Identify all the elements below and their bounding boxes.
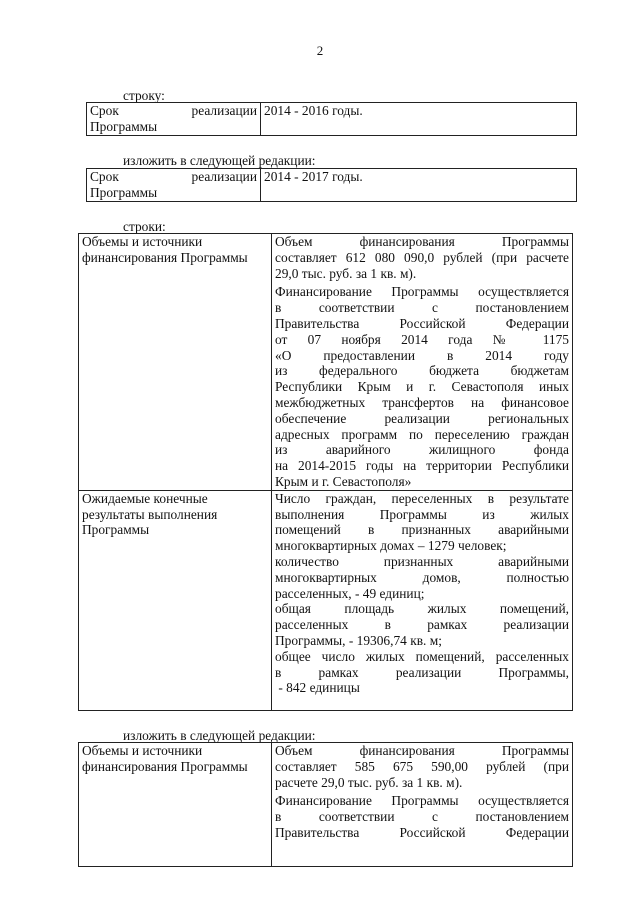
text-line: 29,0 тыс. руб. за 1 кв. м). (275, 265, 417, 281)
cell-results-text (272, 490, 573, 710)
cell-funding-text (272, 234, 573, 491)
funding-label-line: финансирования Программы (82, 758, 248, 774)
text-line: в соответствии с постановлением (275, 300, 569, 316)
text-line: количество признанных аварийными (275, 553, 569, 569)
funding-label-line: Объемы и источники (82, 743, 203, 758)
table-funding-old (78, 233, 573, 711)
text-line: в рамках реализации Программы, (275, 664, 569, 680)
results-label-line: Программы (82, 522, 150, 538)
text-line: Правительства Российской Федерации (275, 315, 569, 331)
term-word-1: Срок (90, 103, 119, 118)
results-label-line: Ожидаемые конечные (82, 490, 208, 506)
text-line: составляет 585 675 590,00 рублей (при (275, 758, 569, 774)
term-word-2: реализации (191, 169, 257, 184)
label-lines-stroki: строки: (123, 219, 166, 234)
term-word-1: Срок (90, 169, 119, 184)
label-new-edition-1: изложить в следующей редакции: (123, 153, 316, 168)
cell-funding-label (79, 234, 272, 491)
table-term-old (86, 102, 577, 136)
cell-funding-label (79, 743, 272, 867)
table-funding-new (78, 742, 573, 867)
term-word-2: реализации (191, 103, 257, 118)
text-line: общее число жилых помещений, расселенных (275, 648, 569, 664)
text-line: Правительства Российской Федерации (275, 824, 569, 840)
text-line: Республики Крым и г. Севастополя иных (275, 379, 569, 395)
text-line: расчете 29,0 тыс. руб. за 1 кв. м). (275, 774, 463, 790)
cell-term-label (87, 103, 261, 136)
text-line: обеспечение реализации региональных (275, 410, 569, 426)
cell-term-value: 2014 - 2017 годы. (261, 169, 577, 202)
text-line: Финансирование Программы осуществляется (275, 284, 569, 300)
text-line: составляет 612 080 090,0 рублей (при расчете (275, 249, 569, 265)
text-line: Финансирование Программы осуществляется (275, 793, 569, 809)
text-line: Объем финансирования Программы (275, 743, 569, 758)
cell-term-value: 2014 - 2016 годы. (261, 103, 577, 136)
text-line: из федерального бюджета бюджетам (275, 363, 569, 379)
cell-results-label (79, 490, 272, 710)
text-line: Программы, - 19306,74 кв. м; (275, 632, 442, 648)
text-line: расселенных в рамках реализации (275, 617, 569, 633)
text-line: выполнения Программы из жилых (275, 506, 569, 522)
text-line: расселенных, - 49 единиц; (275, 585, 425, 601)
label-line-stroku: строку: (123, 88, 165, 103)
text-line: в соответствии с постановлением (275, 809, 569, 825)
text-line: адресных программ по переселению граждан (275, 426, 569, 442)
text-line: от 07 ноября 2014 года № 1175 (275, 331, 569, 347)
funding-label-line: Объемы и источники (82, 234, 203, 249)
text-line: межбюджетных трансфертов на финансовое (275, 394, 569, 410)
text-line: из аварийного жилищного фонда (275, 442, 569, 458)
results-label-line: результаты выполнения (82, 506, 218, 522)
text-line: Крым и г. Севастополя» (275, 473, 412, 489)
text-line: общая площадь жилых помещений, (275, 601, 569, 617)
text-line: Число граждан, переселенных в результате (275, 490, 569, 506)
cell-funding-text (272, 743, 573, 867)
table-term-new (86, 168, 577, 202)
text-line: «О предоставлении в 2014 году (275, 347, 569, 363)
page-number: 2 (316, 43, 324, 58)
cell-term-label (87, 169, 261, 202)
text-line: помещений в признанных аварийными (275, 522, 569, 538)
text-line: Объем финансирования Программы (275, 234, 569, 249)
text-line: на 2014-2015 годы на территории Республики (275, 458, 569, 474)
text-line: - 842 единицы (275, 680, 360, 696)
label-new-edition-2: изложить в следующей редакции: (123, 728, 316, 743)
text-line: многоквартирных домах – 1279 человек; (275, 538, 507, 554)
term-word-3: Программы (90, 118, 158, 134)
text-line: многоквартирных домов, полностью (275, 569, 569, 585)
funding-label-line: финансирования Программы (82, 249, 248, 265)
term-word-3: Программы (90, 184, 158, 200)
